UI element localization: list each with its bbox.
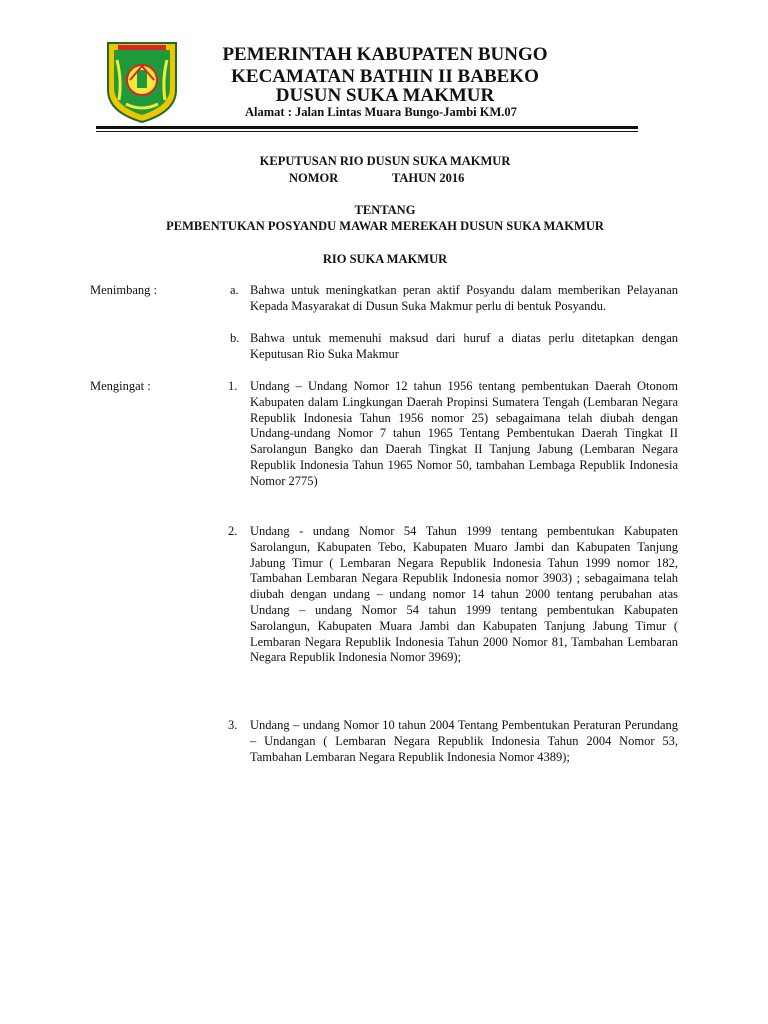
menimbang-item-a: Bahwa untuk meningkatkan peran aktif Posyandu dalam memberikan Pelayanan Kepada Masyarakat di Dusun Suka Makmur perlu di bentuk Posyandu.	[250, 283, 678, 313]
menimbang-item-b: Bahwa untuk memenuhi maksud dari huruf a diatas perlu ditetapkan dengan Keputusan Rio Suka Makmur	[250, 331, 678, 361]
regency-emblem-icon	[104, 40, 180, 124]
letterhead-divider-thin	[96, 131, 638, 132]
decree-subject: PEMBENTUKAN POSYANDU MAWAR MEREKAH DUSUN SUKA MAKMUR	[166, 219, 604, 233]
decree-year: TAHUN 2016	[392, 171, 465, 185]
mengingat-marker-2: 2.	[228, 524, 238, 538]
district-name: KECAMATAN BATHIN II BABEKO	[231, 66, 539, 87]
government-name: PEMERINTAH KABUPATEN BUNGO	[222, 44, 548, 65]
mengingat-item-2: Undang - undang Nomor 54 Tahun 1999 tentang pembentukan Kabupaten Sarolangun, Kabupaten Tebo, Kabupaten Muaro Jambi dan Kabupaten Tanjung Jabung Timur ( Lembaran Negara Republik Indonesia Tahun 1999 nomor 182, Tambahan Lembaran Negara Republik Indonesia nomor 3903) ; sebagaimana telah diubah dengan undang – undang nomor 14 tahun 2000 tentang perubahan atas Undang – undang Nomor 54 tahun 1999 tentang pembentukan Kabupaten Sarolangun, Kabupaten Muara Jambi dan Kabupaten Tanjung Jabung Timur ( Lembaran Negara Republik Indonesia Tahun 2000 Nomor 81, Tambahan Lembaran Negara Republik Indonesia Nomor 3969);	[250, 524, 678, 665]
village-name: DUSUN SUKA MAKMUR	[275, 85, 495, 106]
mengingat-label: Mengingat :	[90, 379, 151, 393]
mengingat-item-1: Undang – Undang Nomor 12 tahun 1956 tentang pembentukan Daerah Otonom Kabupaten dalam Lingkungan Daerah Propinsi Sumatera Tengah (Lembaran Negara Republik Indonesia Tahun 1956 nomor 25) sebagaimana telah diubah dengan Undang-undang Nomor 7 tahun 1965 Tentang Pembentukan Daerah Tingkat II Sarolangun Bangko dan Daerah Tingkat II Tanjung Jabung (Lembaran Negara Republik Indonesia Tahun 1965 Nomor 50, tambahan Lembaga Republik Indonesia Nomor 2775)	[250, 379, 678, 488]
office-address: Alamat : Jalan Lintas Muara Bungo-Jambi KM.07	[245, 105, 517, 119]
mengingat-item-3: Undang – undang Nomor 10 tahun 2004 Tentang Pembentukan Peraturan Perundang – Undangan ( Lembaran Negara Republik Indonesia Tahun 2004 Nomor 53, Tambahan Lembaran Negara Republik Indonesia Nomor 4389);	[250, 718, 678, 764]
menimbang-label: Menimbang :	[90, 283, 158, 297]
decree-number-label: NOMOR	[289, 171, 339, 185]
issuing-official: RIO SUKA MAKMUR	[322, 252, 448, 266]
decree-title: KEPUTUSAN RIO DUSUN SUKA MAKMUR	[259, 154, 511, 168]
mengingat-marker-3: 3.	[228, 718, 238, 732]
letterhead-divider-thick	[96, 126, 638, 129]
menimbang-marker-a: a.	[230, 283, 239, 297]
mengingat-marker-1: 1.	[228, 379, 238, 393]
menimbang-marker-b: b.	[230, 331, 240, 345]
about-heading: TENTANG	[354, 203, 416, 217]
